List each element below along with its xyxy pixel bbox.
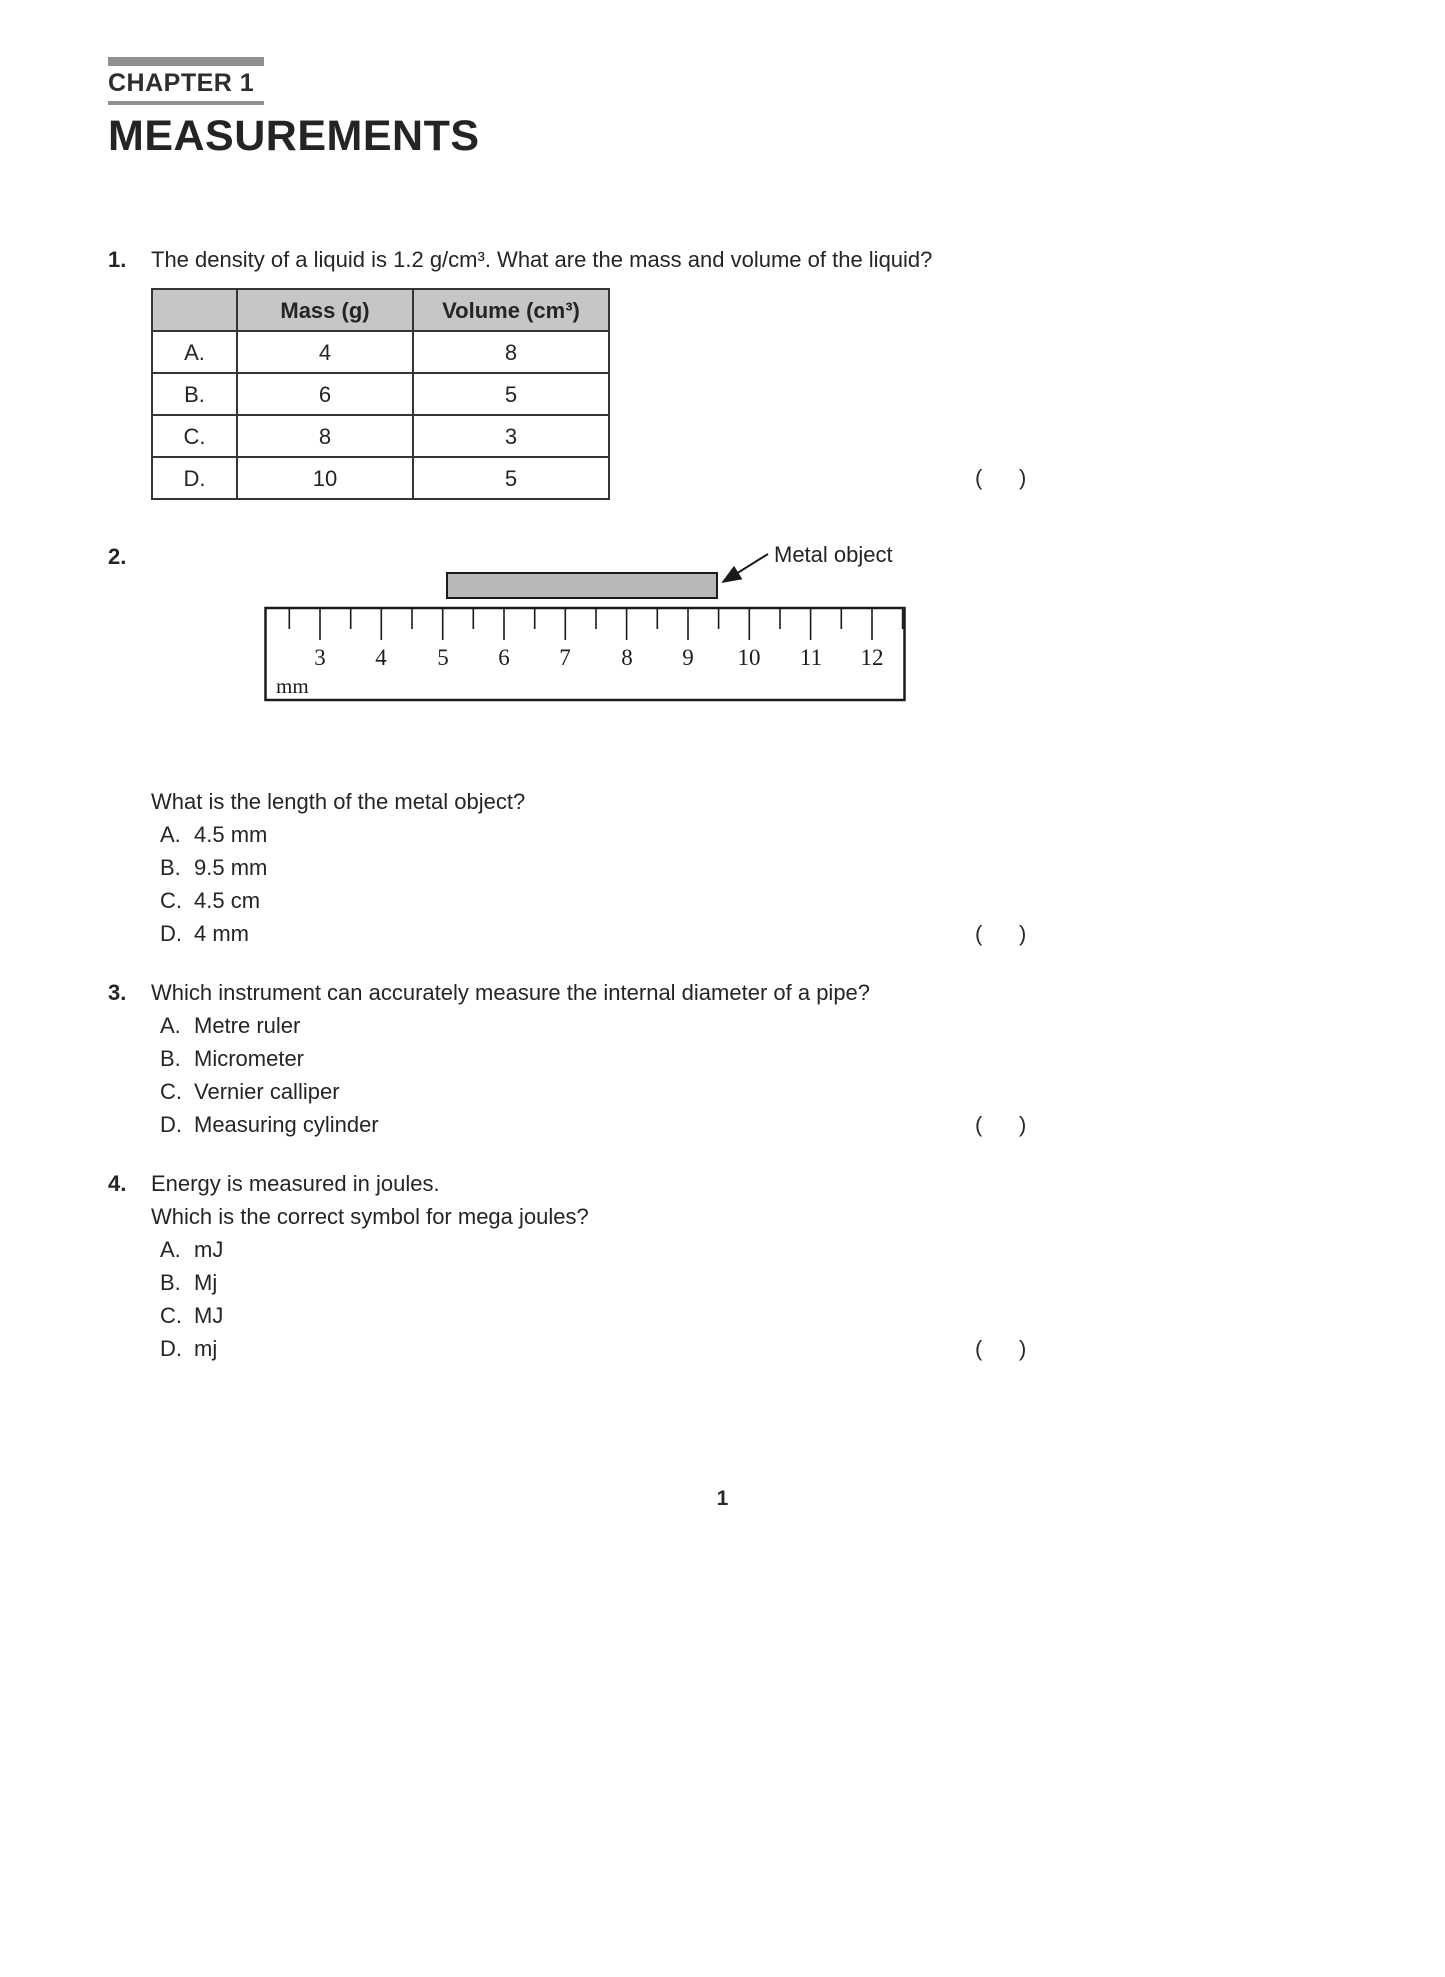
table-row [152,331,609,373]
option-row [160,1299,1337,1332]
question-1-text: The density of a liquid is 1.2 g/cm³. What are the mass and volume of the liquid? [151,247,933,272]
mass-value: 8 [237,415,413,457]
question-2-options [151,818,1337,950]
option-row [160,1042,1337,1075]
question-4 [108,1167,1337,1365]
table-header-blank [152,289,237,331]
option-row [160,917,1337,950]
table-header-mass: Mass (g) [237,289,413,331]
option-letter: C. [160,1079,182,1104]
option-row [160,1009,1337,1042]
option-text: Vernier calliper [194,1079,340,1104]
answer-bracket: ( ) [975,921,1027,946]
volume-value: 5 [413,373,609,415]
option-text: Micrometer [194,1046,305,1071]
ruler-number: 9 [682,645,694,670]
option-text: mj [194,1336,218,1361]
option-text: Mj [194,1270,218,1295]
table-row [152,373,609,415]
option-letter: A. [152,331,237,373]
volume-value: 5 [413,457,609,499]
option-letter: C. [160,888,182,913]
ruler-number: 10 [737,645,761,670]
ruler-number: 3 [314,645,326,670]
option-text: 4.5 cm [194,888,261,913]
option-row [160,884,1337,917]
option-letter: B. [160,1046,181,1071]
option-text: 4 mm [194,921,249,946]
metal-object [447,573,717,598]
ruler-number: 6 [498,645,510,670]
answer-bracket: ( ) [975,1112,1027,1137]
ruler-number: 8 [621,645,633,670]
option-row [160,1233,1337,1266]
table-row [152,415,609,457]
option-row [160,1075,1337,1108]
label-pointer-arrow-icon [723,554,768,582]
page-title: MEASUREMENTS [108,112,480,160]
option-text: MJ [194,1303,224,1328]
metal-object-label: Metal object [774,545,893,567]
ruler-diagram-svg [264,545,906,705]
ruler-number: 11 [799,645,823,670]
option-row [160,1108,1337,1141]
option-letter: D. [152,457,237,499]
option-letter: D. [160,1336,182,1361]
question-1 [108,243,1337,500]
option-text: 9.5 mm [194,855,268,880]
ruler-number: 4 [375,645,387,670]
ruler-diagram [264,545,1337,714]
question-3-number: 3. [108,980,127,1005]
page-number: 1 [716,1487,729,1510]
option-text: Measuring cylinder [194,1112,379,1137]
option-letter: B. [152,373,237,415]
option-row [160,818,1337,851]
option-text: 4.5 mm [194,822,268,847]
question-4-number: 4. [108,1171,127,1196]
table-row [152,457,609,499]
option-letter: C. [152,415,237,457]
option-text: mJ [194,1237,224,1262]
mass-value: 4 [237,331,413,373]
question-3 [108,976,1337,1141]
questions-section [108,243,1337,1365]
table-header-row [152,289,609,331]
option-letter: C. [160,1303,182,1328]
chapter-label: CHAPTER 1 [108,57,264,105]
option-letter: D. [160,1112,182,1137]
option-letter: A. [160,822,181,847]
question-3-text: Which instrument can accurately measure the internal diameter of a pipe? [151,980,871,1005]
question-3-options [151,1009,1337,1141]
option-row [160,1266,1337,1299]
ruler-number: 5 [437,645,449,670]
option-letter: D. [160,921,182,946]
option-letter: B. [160,855,181,880]
option-letter: A. [160,1013,181,1038]
option-row [160,1332,1337,1365]
ruler-number: 12 [860,645,884,670]
option-text: Metre ruler [194,1013,301,1038]
volume-value: 3 [413,415,609,457]
option-letter: A. [160,1237,181,1262]
question-1-table [151,288,610,500]
question-4-text-line2: Which is the correct symbol for mega joules? [151,1204,589,1229]
option-letter: B. [160,1270,181,1295]
volume-value: 8 [413,331,609,373]
option-row [160,851,1337,884]
table-header-volume: Volume (cm³) [413,289,609,331]
ruler-unit-label: mm [276,674,309,698]
ruler-number: 7 [559,645,571,670]
answer-bracket: ( ) [975,1336,1027,1361]
question-2-text: What is the length of the metal object? [151,789,526,814]
mass-value: 6 [237,373,413,415]
question-4-options [151,1233,1337,1365]
question-2-number: 2. [108,544,127,569]
answer-bracket: ( ) [975,465,1027,490]
mass-value: 10 [237,457,413,499]
question-2 [108,540,1337,950]
question-1-number: 1. [108,247,127,272]
question-4-text-line1: Energy is measured in joules. [151,1171,440,1196]
